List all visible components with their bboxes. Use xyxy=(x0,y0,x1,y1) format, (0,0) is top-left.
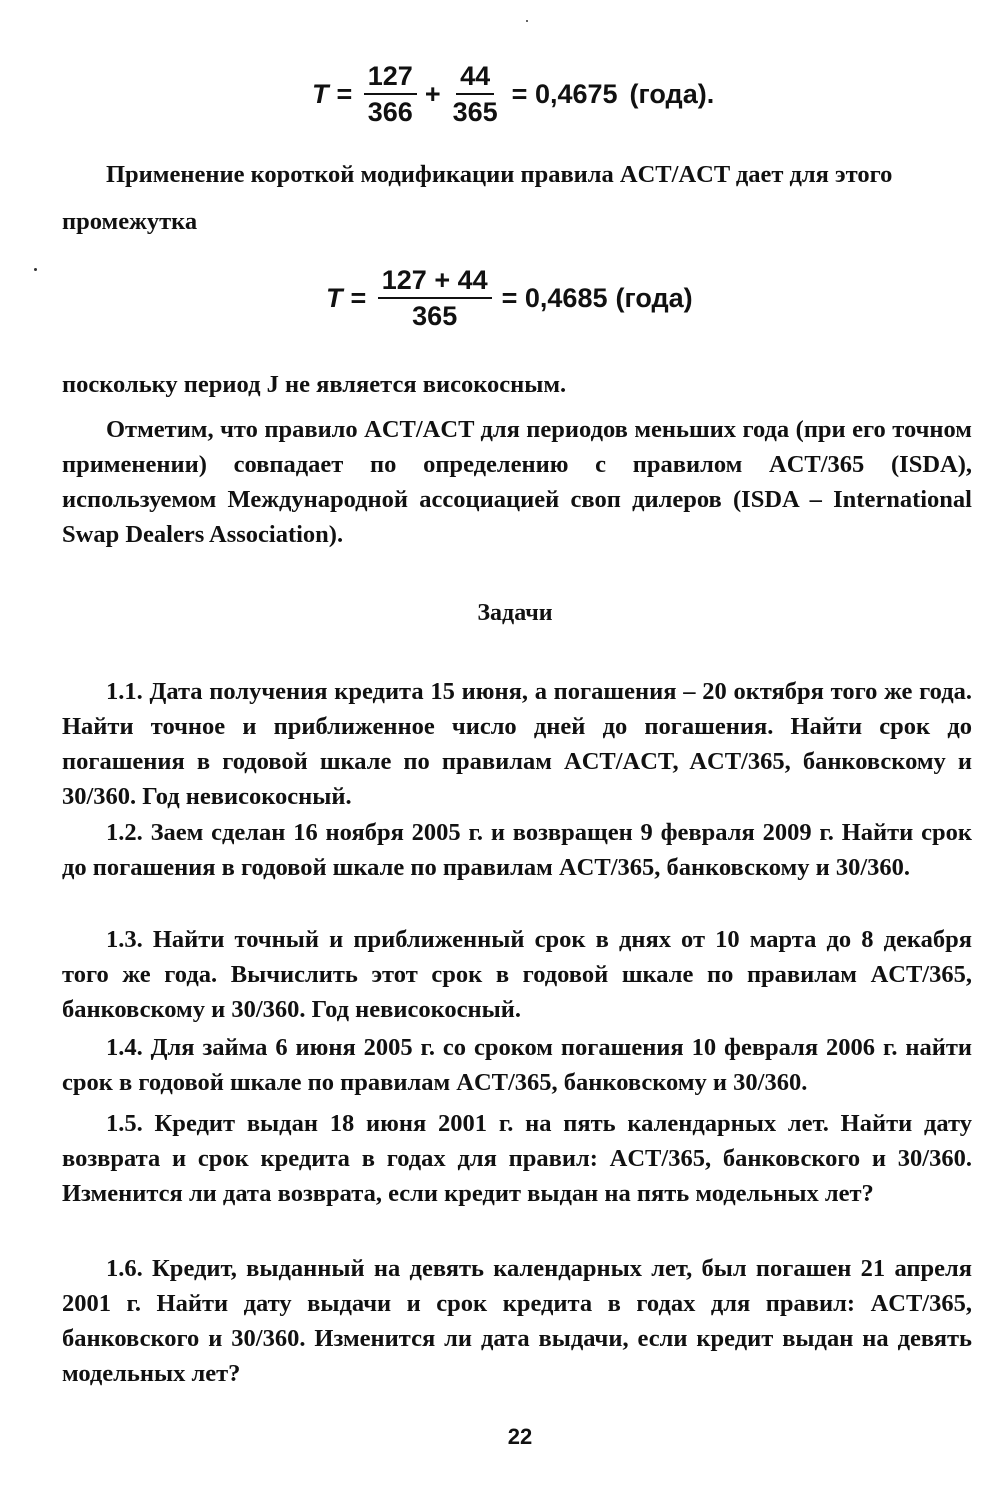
formula-1 xyxy=(312,62,714,127)
scan-speck xyxy=(526,20,528,22)
task-text: Для займа 6 июня 2005 г. со сроком погашения 10 февраля 2006 г. найти срок в годовой шкале по правилам ACT/365, банковскому и 30/360. xyxy=(62,1034,973,1096)
formula-2-fraction xyxy=(378,266,492,331)
task-text: Найти точный и приближенный срок в днях от 10 марта до 8 декабря того же года. Вычислить этот срок в годовой шкале по правилам ACT/365, банковскому и 30/360. Год невисокосный. xyxy=(62,926,972,1023)
formula-1-fraction-1 xyxy=(364,62,417,127)
formula-1-result: = 0,4675 xyxy=(511,78,618,109)
task-1-2 xyxy=(62,815,972,885)
formula-1-fraction-2 xyxy=(449,62,502,127)
paragraph-3: Отметим, что правило ACT/ACT для периодов меньших года (при его точном применении) совпадает по определению с правилом ACT/365 (ISDA), используемом Международной ассоциацией своп дилеров (ISDA – International Swap Dealers Association). xyxy=(62,416,972,548)
formula-2-result: = 0,4685 xyxy=(501,282,608,313)
formula-1-lhs: T = xyxy=(312,78,352,109)
scan-speck xyxy=(34,268,37,271)
task-number: 1.4. xyxy=(106,1034,143,1061)
page-number: 22 xyxy=(507,1424,533,1449)
plus-sign: + xyxy=(424,78,441,109)
task-number: 1.6. xyxy=(106,1255,143,1282)
task-text: Кредит выдан 18 июня 2001 г. на пять календарных лет. Найти дату возврата и срок кредита в годах для правил: ACT/365, банковского и 30/360. Изменится ли дата возврата, если кредит выдан на пять модельных лет? xyxy=(62,1110,972,1207)
task-text: Кредит, выданный на девять календарных лет, был погашен 21 апреля 2001 г. Найти дату выдачи и срок кредита в годах для правил: ACT/365, банковского и 30/360. Изменится ли дата выдачи, если кредит выдан на девять модельных лет? xyxy=(62,1255,972,1387)
task-text: Дата получения кредита 15 июня, а погашения – 20 октября того же года. Найти точное и приближенное число дней до погашения. Найти срок до погашения в годовой шкале по правилам ACT/ACT, ACT/365, банковскому и 30/360. Год невисокосный. xyxy=(62,678,973,810)
task-1-5 xyxy=(62,1106,972,1211)
task-number: 1.3. xyxy=(106,926,143,953)
task-1-4 xyxy=(62,1030,972,1100)
task-number: 1.2. xyxy=(106,819,143,846)
fraction-denominator: 366 xyxy=(367,97,413,128)
task-1-6 xyxy=(62,1251,972,1391)
formula-2 xyxy=(326,266,693,331)
task-text: Заем сделан 16 ноября 2005 г. и возвращен 9 февраля 2009 г. Найти срок до погашения в годовой шкале по правилам ACT/365, банковскому и 30/360. xyxy=(62,819,972,881)
fraction-denominator: 365 xyxy=(452,97,498,128)
paragraph-1-line-1: Применение короткой модификации правила ACT/ACT дает для этого xyxy=(106,161,893,188)
formula-1-unit: (года). xyxy=(629,78,715,109)
task-1-3 xyxy=(62,922,972,1027)
paragraph-2: поскольку период J не является високосным. xyxy=(62,371,567,398)
formula-2-unit: (года) xyxy=(615,282,693,313)
task-1-1 xyxy=(62,674,972,814)
fraction-numerator: 44 xyxy=(456,62,494,95)
section-heading: Задачи xyxy=(477,600,553,626)
fraction-numerator: 127 + 44 xyxy=(378,266,492,299)
paragraph-1-line-2: промежутка xyxy=(62,208,198,235)
task-number: 1.5. xyxy=(106,1110,143,1137)
formula-2-lhs: T = xyxy=(326,282,366,313)
task-number: 1.1. xyxy=(106,678,143,705)
fraction-denominator: 365 xyxy=(412,301,458,332)
fraction-numerator: 127 xyxy=(364,62,417,95)
